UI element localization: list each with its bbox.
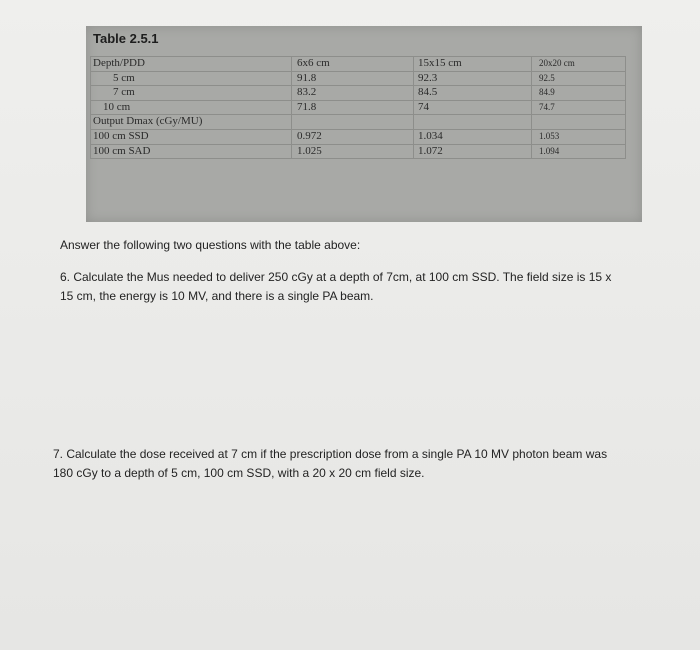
row-label: 10 cm <box>90 101 292 115</box>
row-label: 100 cm SSD <box>90 130 292 144</box>
table-cell: 84.9 <box>532 86 626 100</box>
question-7-line: 7. Calculate the dose received at 7 cm if the prescription dose from a single PA 10 MV photon beam was <box>53 447 608 461</box>
table-row <box>90 130 626 145</box>
table-header-row <box>90 56 626 72</box>
table-cell: 74 <box>414 101 532 115</box>
table-cell: 74.7 <box>532 101 626 115</box>
table-cell <box>292 115 414 129</box>
table-cell: 92.3 <box>414 72 532 86</box>
table-row <box>90 101 626 116</box>
question-6-line: 15 cm, the energy is 10 MV, and there is a single PA beam. <box>60 289 374 303</box>
table-cell: 0.972 <box>292 130 414 144</box>
table-cell <box>532 115 626 129</box>
data-table <box>90 56 626 159</box>
table-title: Table 2.5.1 <box>93 31 159 46</box>
table-cell <box>414 115 532 129</box>
header-cell: 20x20 cm <box>532 57 626 71</box>
table-cell: 83.2 <box>292 86 414 100</box>
table-cell: 1.053 <box>532 130 626 144</box>
header-cell: 6x6 cm <box>292 57 414 71</box>
table-cell: 1.034 <box>414 130 532 144</box>
section-label: Output Dmax (cGy/MU) <box>90 115 292 129</box>
question-7-line: 180 cGy to a depth of 5 cm, 100 cm SSD, with a 20 x 20 cm field size. <box>53 466 425 480</box>
table-cell: 84.5 <box>414 86 532 100</box>
header-cell: 15x15 cm <box>414 57 532 71</box>
question-6-line: 6. Calculate the Mus needed to deliver 250 cGy at a depth of 7cm, at 100 cm SSD. The field size is 15 x <box>60 270 612 284</box>
instructions-text: Answer the following two questions with the table above: <box>60 238 361 252</box>
table-section-row <box>90 115 626 130</box>
row-label: 7 cm <box>90 86 292 100</box>
table-cell: 1.072 <box>414 145 532 159</box>
table-photo <box>86 26 642 222</box>
row-label: 5 cm <box>90 72 292 86</box>
table-cell: 71.8 <box>292 101 414 115</box>
table-row <box>90 145 626 160</box>
table-row <box>90 72 626 87</box>
row-label: 100 cm SAD <box>90 145 292 159</box>
table-cell: 91.8 <box>292 72 414 86</box>
table-cell: 1.025 <box>292 145 414 159</box>
question-7 <box>53 445 673 483</box>
header-cell: Depth/PDD <box>90 57 292 71</box>
question-6 <box>60 268 660 306</box>
table-cell: 92.5 <box>532 72 626 86</box>
table-row <box>90 86 626 101</box>
table-cell: 1.094 <box>532 145 626 159</box>
